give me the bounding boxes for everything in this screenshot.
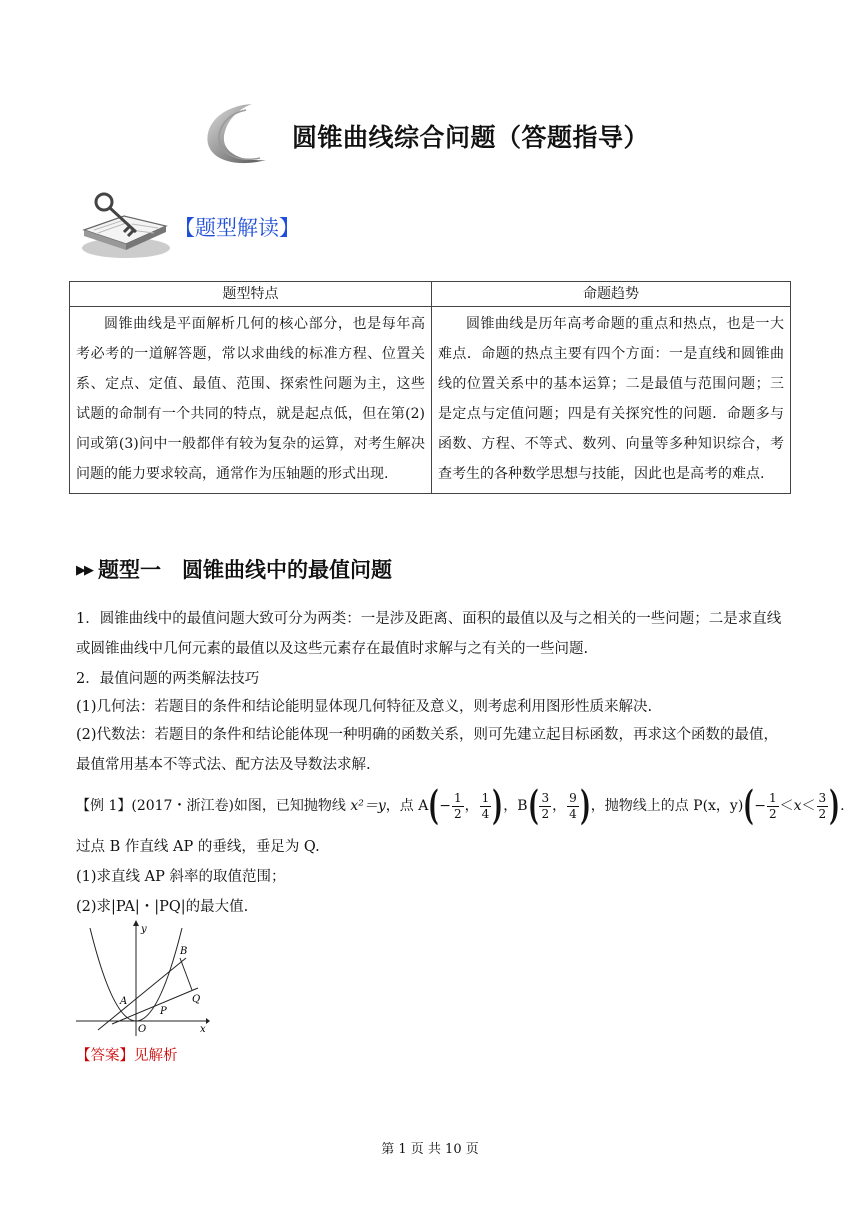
label-A: A (120, 996, 128, 1007)
paren-close: ) (492, 782, 503, 829)
equation: x²＝y (350, 798, 386, 814)
crescent-logo-icon (200, 100, 280, 168)
page-title: 圆锥曲线综合问题（答题指导） (292, 123, 650, 152)
fraction: $\frac{3}{2}$ (541, 790, 550, 821)
example-text: ，抛物线上的点 P(x，y) (590, 798, 744, 814)
example-text: 如图，已知抛物线 (233, 798, 351, 814)
label-O: O (138, 1024, 147, 1035)
paren-close: ) (580, 782, 591, 829)
fraction: $\frac{1}{2}$ (768, 790, 777, 821)
page-footer: 第 1 页 共 10 页 (381, 1142, 479, 1157)
example-statement: 【例 1】(2017・浙江卷)如图，已知抛物线 x²＝y，点 A(− $\frac{1}{2}$ ， $\frac{1}{4}$ )，B( $\frac{3}{2}$ ， $\frac{9}{4}$ )，抛物线上的点 P(x，y)(− $\frac{1}{2}$ ＜x＜ $\frac{3}{2}$ ). (76, 782, 845, 829)
table-cell-features: 圆锥曲线是平面解析几何的核心部分，也是每年高考必考的一道解答题，常以求曲线的标准方程、位置关系、定点、定值、最值、范围、探索性问题为主，这些试题的命制有一个共同的特点，就是起点低，但在第(2)问或第(3)问中一般都伴有较为复杂的运算，对考生解决问题的能力要求较高，通常作为压轴题的形式出现. (70, 307, 432, 494)
paren-open: ( (428, 782, 440, 829)
label-P: P (160, 1006, 167, 1017)
x-axis-arrow (206, 1018, 210, 1024)
question-type-table (69, 281, 791, 494)
question-1: (1)求直线 AP 斜率的取值范围； (76, 869, 286, 885)
paren-open: ( (743, 782, 754, 829)
table-header-trends: 命题趋势 (432, 282, 791, 307)
fraction: $\frac{9}{4}$ (569, 790, 577, 821)
example-tag: 【例 1】 (76, 798, 132, 814)
question-2: (2)求|PA|・|PQ|的最大值. (76, 899, 249, 915)
paragraph-4: (2)代数法：若题目的条件和结论能体现一种明确的函数关系，则可先建立起目标函数，再求这个函数的最值，最值常用基本不等式法、配方法及导数法求解. (76, 727, 779, 773)
paragraph-1: 1．圆锥曲线中的最值问题大致可分为两类：一是涉及距离、面积的最值以及与之相关的一些问题；二是求直线或圆锥曲线中几何元素的最值以及这些元素存在最值时求解与之有关的一些问题. (76, 611, 782, 657)
heading-text: 题型一 圆锥曲线中的最值问题 (98, 558, 392, 582)
parabola-figure (76, 918, 210, 1038)
paragraph-3: (1)几何法：若题目的条件和结论能明显体现几何特征及意义，则考虑利用图形性质来解决. (76, 699, 653, 715)
fraction: $\frac{3}{2}$ (818, 790, 827, 821)
example-line-2: 过点 B 作直线 AP 的垂线，垂足为 Q. (76, 839, 320, 855)
section-label: 【题型解读】 (174, 216, 300, 240)
label-y: y (141, 924, 147, 935)
label-x: x (200, 1024, 206, 1035)
arrow-icon: ▶▶ (76, 563, 92, 578)
paren-open: ( (527, 782, 539, 829)
label-B: B (180, 946, 188, 957)
answer-text: 【答案】见解析 (76, 1048, 178, 1064)
paren-close: ) (829, 782, 840, 829)
fraction: $\frac{1}{2}$ (454, 790, 462, 821)
label-Q: Q (192, 994, 201, 1005)
section-heading (76, 554, 392, 584)
book-key-icon (74, 186, 174, 260)
example-text: ，B (503, 798, 528, 814)
y-axis-arrow (133, 920, 139, 926)
example-source: (2017・浙江卷) (131, 798, 234, 814)
example-text: ，点 A (385, 798, 429, 814)
line-BQ (180, 958, 192, 990)
fraction: $\frac{1}{4}$ (481, 790, 490, 821)
table-header-features: 题型特点 (70, 282, 432, 307)
table-cell-trends: 圆锥曲线是历年高考命题的重点和热点，也是一大难点．命题的热点主要有四个方面：一是直线和圆锥曲线的位置关系中的基本运算；二是最值与范围问题；三是定点与定值问题；四是有关探究性的问题．命题多与函数、方程、不等式、数列、向量等多种知识综合，考查考生的各种数学思想与技能，因此也是高考的难点. (432, 307, 791, 494)
paragraph-2: 2．最值问题的两类解法技巧 (76, 671, 260, 687)
